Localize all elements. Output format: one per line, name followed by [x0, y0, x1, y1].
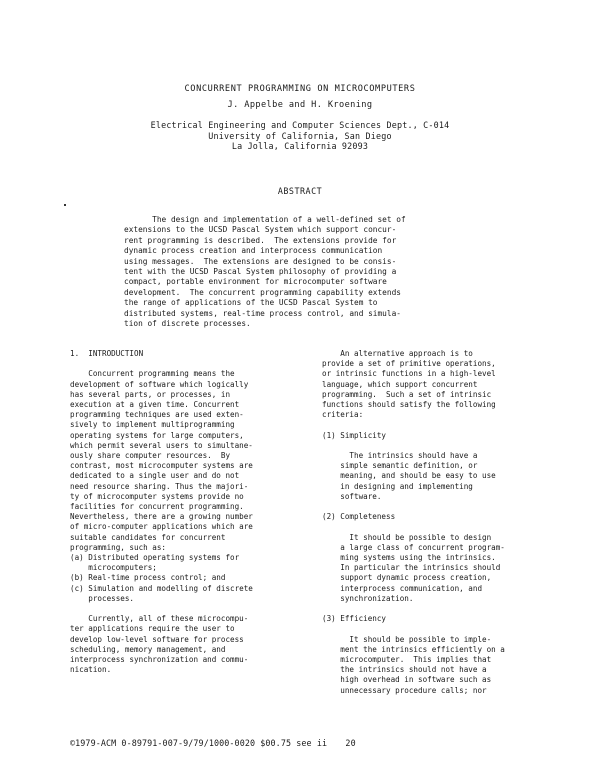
abstract-line: rent programming is described. The extensions provide for: [124, 235, 397, 245]
body-text-line: facilities for concurrent programming.: [70, 502, 244, 512]
body-text-line: support dynamic process creation,: [322, 573, 492, 583]
body-text-line: sively to implement multiprogramming: [70, 420, 235, 430]
body-text-line: operating systems for large computers,: [70, 430, 244, 440]
body-text-line: dedicated to a single user and do not: [70, 471, 240, 481]
body-text-line: It should be possible to imple-: [322, 634, 492, 644]
body-text-line: in designing and implementing: [322, 481, 473, 491]
body-text-line: programming. Such a set of intrinsic: [322, 389, 492, 399]
body-text-line: processes.: [70, 593, 135, 603]
body-text-line: Nevertheless, there are a growing number: [70, 512, 253, 522]
body-text-line: interprocess synchronization and commu-: [70, 655, 249, 665]
body-text-line: or intrinsic functions in a high-level: [322, 369, 496, 379]
affiliation-block: [0, 120, 600, 152]
abstract-line: distributed systems, real-time process control, and simula-: [124, 308, 401, 318]
stray-mark: [64, 204, 66, 206]
abstract-line: dynamic process creation and interprocess communication: [124, 246, 383, 256]
affiliation-line: La Jolla, California 92093: [231, 141, 369, 151]
abstract-line: using messages. The extensions are designed to be consis-: [124, 256, 397, 266]
left-column: [70, 349, 282, 675]
body-text-line: programming, such as:: [70, 542, 167, 552]
body-text-line: suitable candidates for concurrent: [70, 532, 226, 542]
paper-authors: J. Appelbe and H. Kroening: [227, 100, 373, 110]
body-text-line: interprocess communication, and: [322, 583, 483, 593]
blank-line: [322, 441, 536, 451]
abstract-heading: ABSTRACT: [277, 186, 323, 196]
body-text-line: a large class of concurrent program-: [322, 542, 505, 552]
body-text-line: (b) Real-time process control; and: [70, 573, 226, 583]
abstract-line: extensions to the UCSD Pascal System which support concur-: [124, 225, 397, 235]
body-text-line: execution at a given time. Concurrent: [70, 400, 240, 409]
body-text-line: (a) Distributed operating systems for: [70, 553, 240, 563]
blank-line: [70, 359, 282, 369]
body-text-line: synchronization.: [322, 593, 414, 603]
body-text-line: language, which support concurrent: [322, 379, 478, 389]
abstract-line: development. The concurrent programming capability extends: [124, 287, 401, 297]
body-text-line: Currently, all of these microcompu-: [70, 614, 249, 624]
body-text-line: functions should satisfy the following: [322, 400, 496, 410]
blank-line: [322, 624, 536, 634]
body-text-line: ming systems using the intrinsics.: [322, 553, 496, 562]
body-text-line: (c) Simulation and modelling of discrete: [70, 583, 253, 593]
blank-line: [70, 604, 282, 614]
body-text-line: high overhead in software such as: [322, 675, 492, 685]
abstract-body: [124, 215, 474, 329]
body-text-line: development of software which logically: [70, 379, 249, 389]
body-text-line: software.: [322, 491, 382, 501]
body-text-line: simple semantic definition, or: [322, 461, 478, 471]
body-text-line: programming techniques are used exten-: [70, 410, 244, 420]
blank-line: [322, 420, 536, 430]
body-text-line: unnecessary procedure calls; nor: [322, 685, 487, 695]
copyright-notice: ©1979-ACM 0-89791-007-9/79/1000-0020 $00.75 see ii: [70, 738, 328, 748]
abstract-line: tent with the UCSD Pascal System philosophy of providing a: [124, 267, 397, 277]
body-text-line: (2) Completeness: [322, 512, 396, 522]
body-text-line: 1. INTRODUCTION: [70, 349, 144, 358]
body-text-line: scheduling, memory management, and: [70, 644, 226, 654]
page-number: 20: [345, 738, 356, 748]
abstract-line: The design and implementation of a well-defined set of: [124, 215, 406, 224]
body-text-line: criteria:: [322, 410, 364, 420]
body-text-line: ment the intrinsics efficiently on a: [322, 644, 505, 654]
body-text-line: The intrinsics should have a: [322, 451, 478, 460]
blank-line: [322, 522, 536, 532]
body-text-line: Concurrent programming means the: [70, 369, 235, 379]
body-text-line: contrast, most microcomputer systems are: [70, 461, 253, 471]
body-text-line: microcomputers;: [70, 563, 157, 573]
abstract-line: tion of discrete processes.: [124, 319, 251, 329]
page-footer: [70, 738, 356, 748]
body-text-line: It should be possible to design: [322, 532, 492, 542]
body-text-line: ty of microcomputer systems provide no: [70, 491, 244, 501]
body-text-line: of micro-computer applications which are: [70, 522, 253, 532]
abstract-line: the range of applications of the UCSD Pascal System to: [124, 298, 378, 308]
affiliation-line: Electrical Engineering and Computer Sciences Dept., C-014: [150, 120, 450, 130]
body-text-line: ter applications require the user to: [70, 624, 235, 634]
blank-line: [322, 604, 536, 614]
body-text-line: ously share computer resources. By: [70, 451, 231, 461]
body-text-line: has several parts, or processes, in: [70, 389, 231, 399]
body-text-line: develop low-level software for process: [70, 634, 244, 644]
affiliation-line: University of California, San Diego: [208, 130, 392, 141]
body-text-line: meaning, and should be easy to use: [322, 471, 496, 481]
paper-title: CONCURRENT PROGRAMMING ON MICROCOMPUTERS: [184, 84, 416, 94]
body-text-line: microcomputer. This implies that: [322, 655, 492, 664]
body-text-line: need resource sharing. Thus the majori-: [70, 481, 249, 491]
body-text-line: which permit several users to simultane-: [70, 440, 253, 450]
body-text-line: (3) Efficiency: [322, 614, 387, 624]
body-text-line: An alternative approach is to: [322, 349, 473, 358]
right-column: [322, 349, 536, 696]
body-text-line: nication.: [70, 665, 112, 675]
body-text-line: provide a set of primitive operations,: [322, 359, 496, 369]
body-text-line: In particular the intrinsics should: [322, 563, 501, 573]
abstract-line: compact, portable environment for microcomputer software: [124, 277, 387, 287]
body-text-line: the intrinsics should not have a: [322, 665, 487, 675]
body-text-line: (1) Simplicity: [322, 430, 387, 440]
blank-line: [322, 502, 536, 512]
